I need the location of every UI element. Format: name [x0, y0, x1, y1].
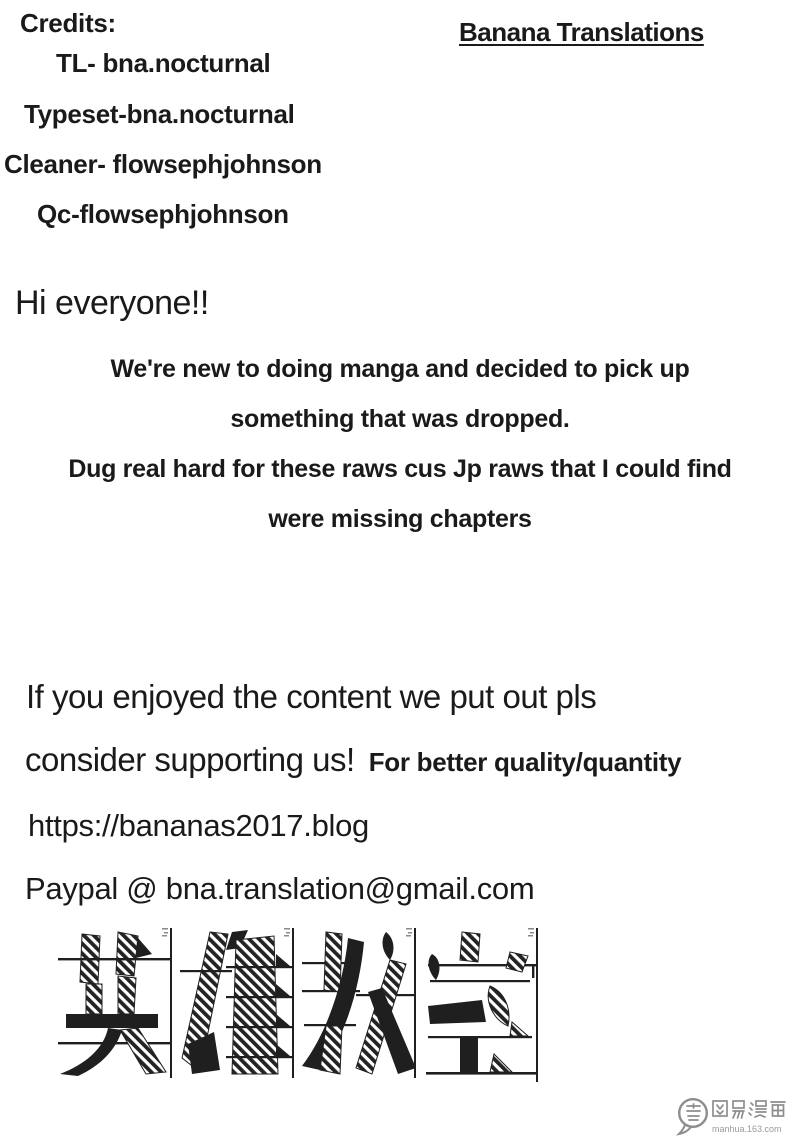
group-name: Banana Translations [459, 17, 704, 47]
announcement-paragraph [0, 344, 800, 544]
watermark-bubble-glyph [687, 1104, 700, 1120]
announcement-line: We're new to doing manga and decided to pick up [110, 355, 690, 383]
support-line-1: If you enjoyed the content we put out pls [26, 678, 597, 715]
paypal-line-text: Paypal @ bna.translation@gmail.com [25, 871, 535, 906]
logo-char-shitsu [426, 928, 538, 1082]
watermark-art [676, 1094, 794, 1138]
credits-title: Credits: [20, 8, 116, 38]
logo-char-yuu [180, 928, 294, 1078]
reader-watermark [676, 1094, 794, 1138]
support-line-2: consider supporting us! [25, 741, 355, 778]
series-title-logo [52, 924, 552, 1084]
greeting-text: Hi everyone!! [15, 284, 209, 322]
announcement-line: were missing chapters [268, 505, 532, 533]
credit-line-cleaner: Cleaner- flowsephjohnson [4, 149, 322, 179]
series-title-logo-art [52, 924, 552, 1084]
credit-line-typeset: Typeset-bna.nocturnal [24, 99, 295, 129]
announcement-line: something that was dropped. [230, 405, 570, 433]
blog-url-text: https://bananas2017.blog [28, 808, 369, 843]
logo-char-ei [58, 928, 172, 1078]
logo-char-kyou [302, 928, 416, 1078]
watermark-url-text: manhua.163.com [712, 1124, 782, 1134]
announcement-line: Dug real hard for these raws cus Jp raws that I could find [68, 455, 732, 483]
credit-line-tl: TL- bna.nocturnal [56, 48, 271, 78]
watermark-brand-glyphs [713, 1101, 785, 1118]
support-line-2-bold: For better quality/quantity [368, 747, 682, 777]
credit-line-qc: Qc-flowsephjohnson [37, 199, 289, 229]
support-line-2-row [25, 741, 681, 779]
